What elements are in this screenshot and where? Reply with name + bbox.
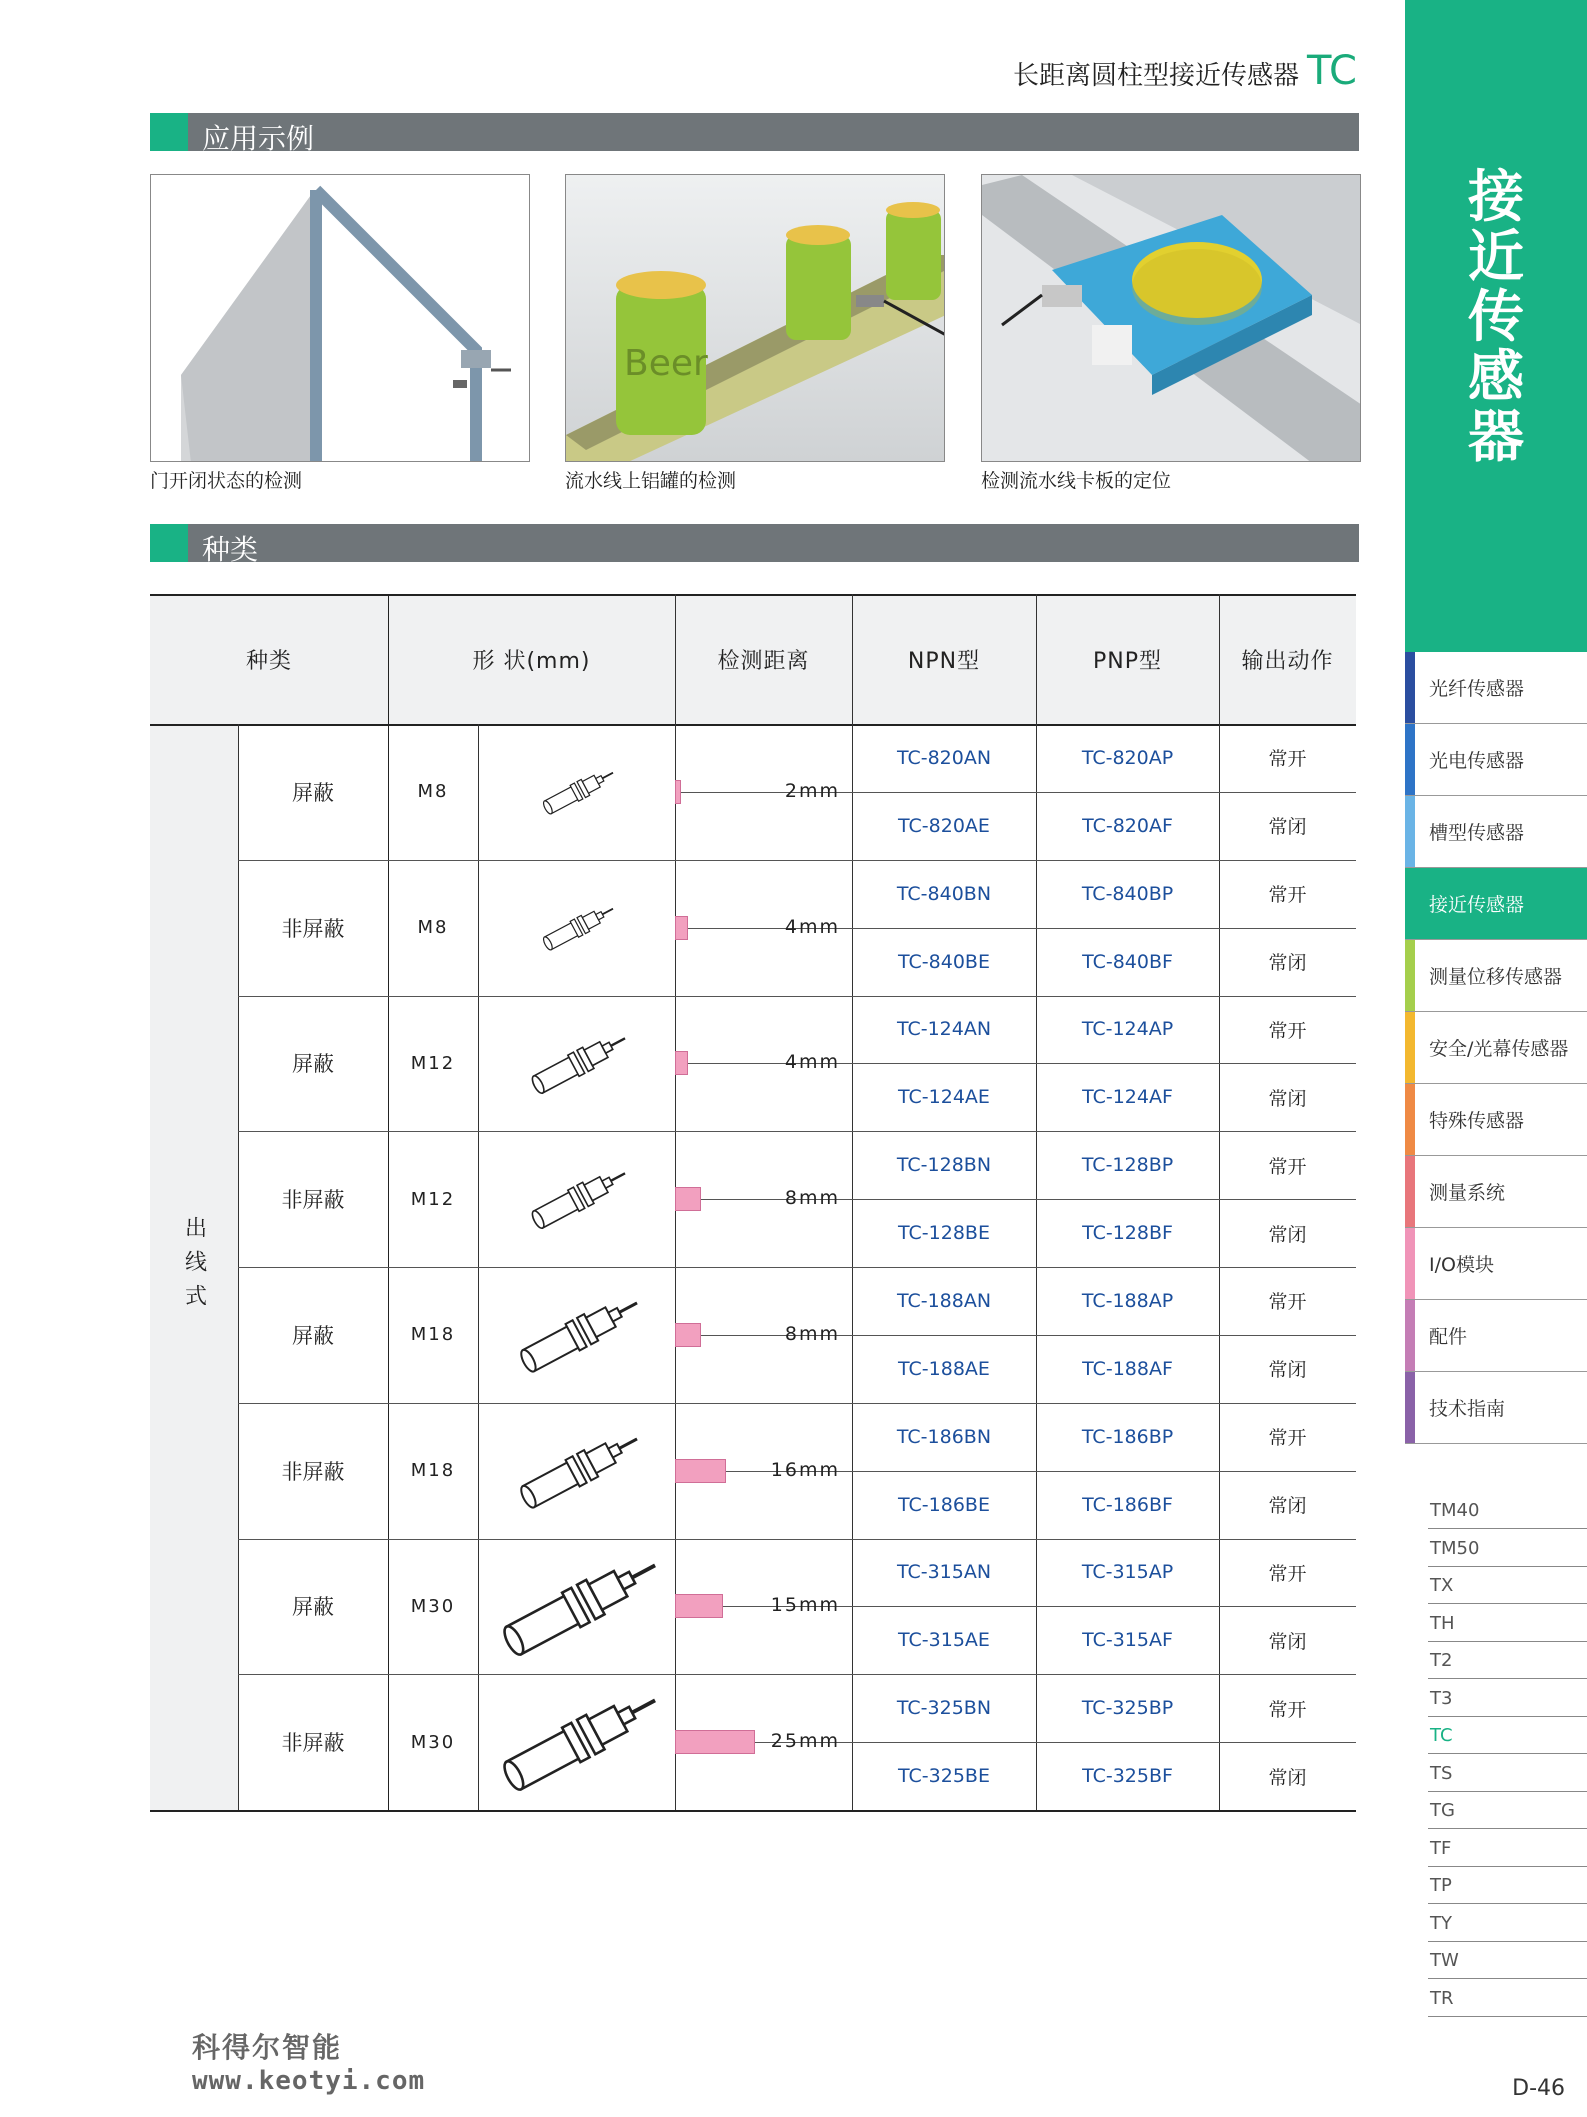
- sidebar-item[interactable]: [1405, 796, 1587, 868]
- npn-model: TC-840BN: [896, 882, 992, 905]
- sidebar-item[interactable]: [1405, 1084, 1587, 1156]
- application-caption-pallet: 检测流水线卡板的定位: [981, 470, 1172, 492]
- pnp-model: TC-188AF: [1082, 1357, 1173, 1380]
- row-size: M8: [417, 781, 449, 803]
- row-distance: 2mm: [784, 779, 840, 802]
- sidebar-item-label: 光电传感器: [1429, 750, 1525, 772]
- series-item-label: TS: [1430, 1762, 1453, 1784]
- sidebar-item-label: 安全/光幕传感器: [1429, 1038, 1569, 1060]
- pnp-model: TC-188AP: [1081, 1289, 1174, 1312]
- can-label: Beer: [624, 343, 708, 384]
- sidebar-item-label: 特殊传感器: [1429, 1110, 1525, 1132]
- series-item-label: TG: [1430, 1800, 1455, 1821]
- application-caption-cans: 流水线上铝罐的检测: [565, 470, 737, 492]
- output-action: 常开: [1268, 1291, 1307, 1314]
- pnp-model: TC-820AF: [1082, 814, 1173, 837]
- distance-bar: [675, 916, 688, 940]
- sidebar-item[interactable]: [1405, 1156, 1587, 1228]
- sidebar-item-label: 接近传感器: [1429, 894, 1525, 916]
- output-action: 常闭: [1268, 1495, 1307, 1518]
- category-tab-char: 近: [1468, 225, 1524, 290]
- row-distance: 8mm: [784, 1322, 840, 1345]
- sensor-drawing: [479, 1674, 675, 1810]
- output-action: 常开: [1268, 1427, 1307, 1450]
- product-table: [150, 594, 1356, 1814]
- series-item[interactable]: [1428, 1680, 1587, 1717]
- distance-bar: [675, 780, 681, 804]
- page-header: [1013, 48, 1357, 94]
- distance-bar: [675, 1051, 688, 1075]
- npn-model: TC-325BE: [898, 1765, 990, 1788]
- application-photo-door: [150, 174, 530, 462]
- category-tab-char: 感: [1468, 345, 1524, 410]
- group-label: 出线式: [181, 1216, 207, 1318]
- header-shape: 形 状(mm): [472, 648, 591, 674]
- npn-model: TC-820AN: [896, 746, 992, 769]
- series-item[interactable]: [1428, 1605, 1587, 1642]
- npn-model: TC-124AN: [896, 1018, 992, 1041]
- application-photo-cans: [565, 174, 945, 462]
- output-action: 常开: [1268, 1698, 1307, 1721]
- series-item-label: TC: [1430, 1725, 1453, 1746]
- series-code: TC: [1306, 48, 1357, 94]
- pnp-model: TC-840BF: [1082, 950, 1173, 973]
- series-item[interactable]: [1428, 1642, 1587, 1679]
- npn-model: TC-188AE: [898, 1357, 990, 1380]
- series-item-label: TH: [1430, 1612, 1455, 1634]
- sidebar-item-label: 光纤传感器: [1429, 678, 1525, 700]
- npn-model: TC-315AE: [898, 1629, 990, 1652]
- sidebar-item[interactable]: [1405, 868, 1587, 940]
- sidebar-item[interactable]: [1405, 724, 1587, 796]
- npn-model: TC-315AN: [896, 1561, 992, 1584]
- pnp-model: TC-124AP: [1081, 1018, 1174, 1041]
- series-item[interactable]: [1428, 1530, 1587, 1567]
- sensor-drawing: [479, 1131, 675, 1267]
- npn-model: TC-325BN: [896, 1697, 992, 1720]
- row-distance: 25mm: [770, 1730, 840, 1753]
- series-item[interactable]: [1428, 1980, 1587, 2017]
- output-action: 常开: [1268, 884, 1307, 907]
- series-item-label: T2: [1430, 1650, 1453, 1671]
- application-caption-door: 门开闭状态的检测: [150, 470, 303, 492]
- series-item[interactable]: [1428, 1942, 1587, 1979]
- npn-model: TC-188AN: [896, 1289, 992, 1312]
- section-title-types: 种类: [202, 533, 259, 566]
- output-action: 常开: [1268, 1155, 1307, 1178]
- pnp-model: TC-128BP: [1081, 1154, 1174, 1177]
- sidebar-item-label: I/O模块: [1429, 1254, 1494, 1276]
- sensor-drawing: [479, 1403, 675, 1539]
- row-size: M30: [410, 1595, 456, 1617]
- pnp-model: TC-325BF: [1082, 1765, 1173, 1788]
- series-item-label: TF: [1430, 1837, 1452, 1859]
- pnp-model: TC-315AP: [1081, 1561, 1174, 1584]
- row-size: M12: [410, 1052, 456, 1074]
- series-item[interactable]: [1428, 1717, 1587, 1754]
- pnp-model: TC-128BF: [1082, 1222, 1173, 1245]
- page-title: 长距离圆柱型接近传感器: [1012, 61, 1299, 91]
- npn-model: TC-820AE: [898, 814, 990, 837]
- series-item[interactable]: [1428, 1830, 1587, 1867]
- section-bar-types: [150, 524, 1359, 566]
- row-distance: 15mm: [770, 1594, 840, 1617]
- output-action: 常开: [1268, 1019, 1307, 1042]
- series-item-label: TM40: [1430, 1500, 1480, 1521]
- row-kind: 非屏蔽: [281, 1459, 345, 1484]
- sensor-drawing: [479, 724, 675, 860]
- watermark-url: www.keotyi.com: [192, 2066, 426, 2096]
- distance-bar: [675, 1459, 726, 1483]
- row-kind: 屏蔽: [292, 1323, 334, 1348]
- category-tab-label: [1405, 165, 1587, 470]
- sensor-drawing: [479, 996, 675, 1132]
- output-action: 常开: [1268, 748, 1307, 771]
- row-size: M18: [410, 1324, 456, 1346]
- pnp-model: TC-124AF: [1082, 1086, 1173, 1109]
- sidebar-item[interactable]: [1405, 1012, 1587, 1084]
- row-kind: 非屏蔽: [281, 1188, 345, 1213]
- header-distance: 检测距离: [717, 648, 810, 674]
- row-size: M8: [417, 917, 449, 939]
- category-tab-char: 传: [1468, 285, 1524, 350]
- series-item[interactable]: [1428, 1492, 1587, 1529]
- section-bar-applications: [150, 113, 1359, 155]
- sidebar-item-label: 测量系统: [1429, 1182, 1506, 1204]
- sidebar-item[interactable]: [1405, 1228, 1587, 1300]
- sensor-drawing: [479, 860, 675, 996]
- series-item-label: T3: [1430, 1687, 1453, 1709]
- series-item-label: TM50: [1430, 1537, 1480, 1559]
- watermark: [192, 2026, 425, 2096]
- output-action: 常闭: [1268, 1087, 1307, 1110]
- row-kind: 非屏蔽: [281, 916, 345, 941]
- sensor-drawing: [479, 1539, 675, 1675]
- row-size: M12: [410, 1188, 456, 1210]
- category-tab-char: 接: [1468, 165, 1524, 230]
- header-pnp: PNP型: [1093, 648, 1162, 674]
- pnp-model: TC-820AP: [1081, 746, 1174, 769]
- npn-model: TC-186BN: [896, 1425, 992, 1448]
- series-item[interactable]: [1428, 1867, 1587, 1904]
- row-kind: 非屏蔽: [281, 1731, 345, 1756]
- series-item[interactable]: [1428, 1567, 1587, 1604]
- pnp-model: TC-840BP: [1081, 882, 1174, 905]
- output-action: 常闭: [1268, 1223, 1307, 1246]
- output-action: 常闭: [1268, 816, 1307, 839]
- sidebar-item[interactable]: [1405, 1300, 1587, 1372]
- pnp-model: TC-315AF: [1082, 1629, 1173, 1652]
- distance-bar: [675, 1187, 701, 1211]
- row-distance: 8mm: [784, 1187, 840, 1210]
- sidebar-item-label: 槽型传感器: [1429, 822, 1525, 844]
- npn-model: TC-128BN: [896, 1154, 992, 1177]
- row-distance: 4mm: [784, 915, 840, 938]
- category-tab: [1405, 0, 1587, 652]
- section-title-applications: 应用示例: [202, 122, 315, 155]
- distance-bar: [675, 1323, 701, 1347]
- npn-model: TC-840BE: [898, 950, 990, 973]
- watermark-name: 科得尔智能: [192, 2031, 343, 2064]
- output-action: 常闭: [1268, 1359, 1307, 1382]
- series-item-label: TY: [1430, 1912, 1452, 1934]
- npn-model: TC-128BE: [898, 1222, 990, 1245]
- sidebar-item-label: 测量位移传感器: [1429, 966, 1563, 988]
- pnp-model: TC-186BP: [1081, 1425, 1174, 1448]
- page-number: D-46: [1512, 2076, 1565, 2101]
- header-output: 输出动作: [1241, 648, 1334, 674]
- distance-bar: [675, 1594, 723, 1618]
- pnp-model: TC-325BP: [1081, 1697, 1174, 1720]
- output-action: 常闭: [1268, 952, 1307, 975]
- row-kind: 屏蔽: [292, 1052, 334, 1077]
- row-kind: 屏蔽: [292, 1595, 334, 1620]
- row-distance: 4mm: [784, 1051, 840, 1074]
- row-kind: 屏蔽: [292, 780, 334, 805]
- series-item[interactable]: [1428, 1792, 1587, 1829]
- npn-model: TC-186BE: [898, 1493, 990, 1516]
- sidebar-item[interactable]: [1405, 652, 1587, 724]
- output-action: 常开: [1268, 1562, 1307, 1585]
- output-action: 常闭: [1268, 1630, 1307, 1653]
- category-tab-char: 器: [1468, 405, 1524, 470]
- header-npn: NPN型: [907, 648, 981, 674]
- series-item-label: TW: [1430, 1950, 1459, 1971]
- series-item[interactable]: [1428, 1755, 1587, 1792]
- series-item-label: TP: [1430, 1875, 1452, 1896]
- sensor-drawing: [479, 1267, 675, 1403]
- sidebar-item[interactable]: [1405, 1372, 1587, 1444]
- row-size: M18: [410, 1460, 456, 1482]
- npn-model: TC-124AE: [898, 1086, 990, 1109]
- header-kind: 种类: [245, 648, 292, 674]
- series-item[interactable]: [1428, 1905, 1587, 1942]
- pnp-model: TC-186BF: [1082, 1493, 1173, 1516]
- output-action: 常闭: [1268, 1766, 1307, 1789]
- sidebar-item[interactable]: [1405, 940, 1587, 1012]
- application-photo-pallet: [981, 174, 1361, 462]
- sidebar-item-label: 配件: [1429, 1326, 1468, 1348]
- series-item-label: TX: [1430, 1575, 1454, 1596]
- row-size: M30: [410, 1731, 456, 1753]
- series-item-label: TR: [1430, 1987, 1454, 2009]
- row-distance: 16mm: [770, 1458, 840, 1481]
- sidebar-item-label: 技术指南: [1429, 1398, 1506, 1420]
